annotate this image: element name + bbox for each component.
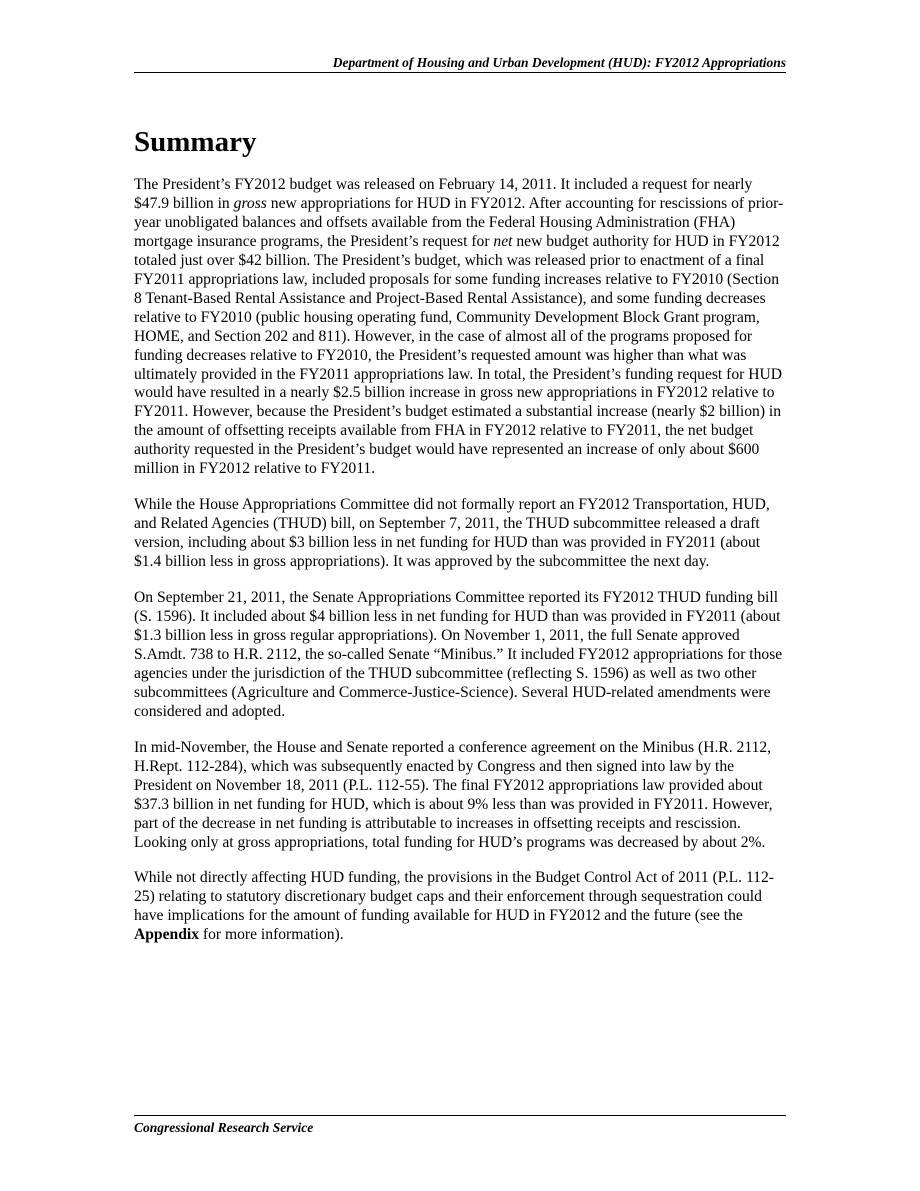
emphasis-gross: gross xyxy=(233,194,267,212)
summary-body xyxy=(134,176,788,962)
running-footer: Congressional Research Service xyxy=(134,1120,314,1135)
header-divider xyxy=(134,72,786,73)
emphasis-net: net xyxy=(493,232,513,250)
paragraph-text: While not directly affecting HUD funding, the provisions in the Budget Control Act of 2011 (P.L. 112-25) relating to statutory discretionary budget caps and their enforcement through sequestration could have implications for the amount of funding available for HUD in FY2012 and the future (see the xyxy=(134,869,774,925)
appendix-reference: Appendix xyxy=(134,926,200,944)
footer-divider xyxy=(134,1115,786,1116)
paragraph-text: new appropriations for HUD in FY2012. After accounting for rescissions of prior-year unobligated balances and offsets available from the Federal Housing Administration (FHA) mortgage insurance programs, the President’s request for xyxy=(134,194,784,250)
paragraph-conference-agreement: In mid-November, the House and Senate reported a conference agreement on the Minibus (H.R. 2112, H.Rept. 112-284), which was subsequently enacted by Congress and then signed into law by the President on November 18, 2011 (P.L. 112-55). The final FY2012 appropriations law provided about $37.3 billion in net funding for HUD, which is about 9% less than was provided in FY2011. However, part of the decrease in net funding is attributable to increases in offsetting receipts and rescission. Looking only at gross appropriations, total funding for HUD’s programs was decreased by about 2%. xyxy=(134,738,773,851)
paragraph-text: new budget authority for HUD in FY2012 totaled just over $42 billion. The President’s budget, which was released prior to enactment of a final FY2011 appropriations law, included proposals for some funding increases relative to FY2010 (Section 8 Tenant-Based Rental Assistance and Project-Based Rental Assistance), and some funding decreases relative to FY2010 (public housing operating fund, Community Development Block Grant program, HOME, and Section 202 and 811). However, in the case of almost all of the programs proposed for funding decreases relative to FY2010, the President’s requested amount was higher than what was ultimately provided in the FY2011 appropriations law. In total, the President’s funding request for HUD would have resulted in a nearly $2.5 billion increase in gross new appropriations in FY2012 relative to FY2011. However, because the President’s budget estimated a substantial increase (nearly $2 billion) in the amount of offsetting receipts available from FHA in FY2012 relative to FY2011, the net budget authority requested in the President’s budget would have represented an increase of only about $600 million in FY2012 relative to FY2011. xyxy=(134,232,783,478)
paragraph-budget-control-act xyxy=(134,869,788,945)
paragraph-senate-committee: On September 21, 2011, the Senate Appropriations Committee reported its FY2012 THUD funding bill (S. 1596). It included about $4 billion less in net funding for HUD than was provided in FY2011 (about $1.3 billion less in gross regular appropriations). On November 1, 2011, the full Senate approved S.Amdt. 738 to H.R. 2112, the so-called Senate “Minibus.” It included FY2012 appropriations for those agencies under the jurisdiction of the THUD subcommittee (reflecting S. 1596) as well as two other subcommittees (Agriculture and Commerce-Justice-Science). Several HUD-related amendments were considered and adopted. xyxy=(134,589,783,720)
paragraph-text: for more information). xyxy=(199,926,344,944)
section-title: Summary xyxy=(134,126,257,158)
running-header: Department of Housing and Urban Development (HUD): FY2012 Appropriations xyxy=(332,55,786,70)
paragraph-house-committee: While the House Appropriations Committee did not formally report an FY2012 Transportation, HUD, and Related Agencies (THUD) bill, on September 7, 2011, the THUD subcommittee released a draft version, including about $3 billion less in net funding for HUD than was provided in FY2011 (about $1.4 billion less in gross appropriations). It was approved by the subcommittee the next day. xyxy=(134,496,770,571)
paragraph-text: The President’s FY2012 budget was released on February 14, 2011. It included a request for nearly $47.9 billion in xyxy=(134,176,753,212)
paragraph-president-budget xyxy=(134,176,788,479)
